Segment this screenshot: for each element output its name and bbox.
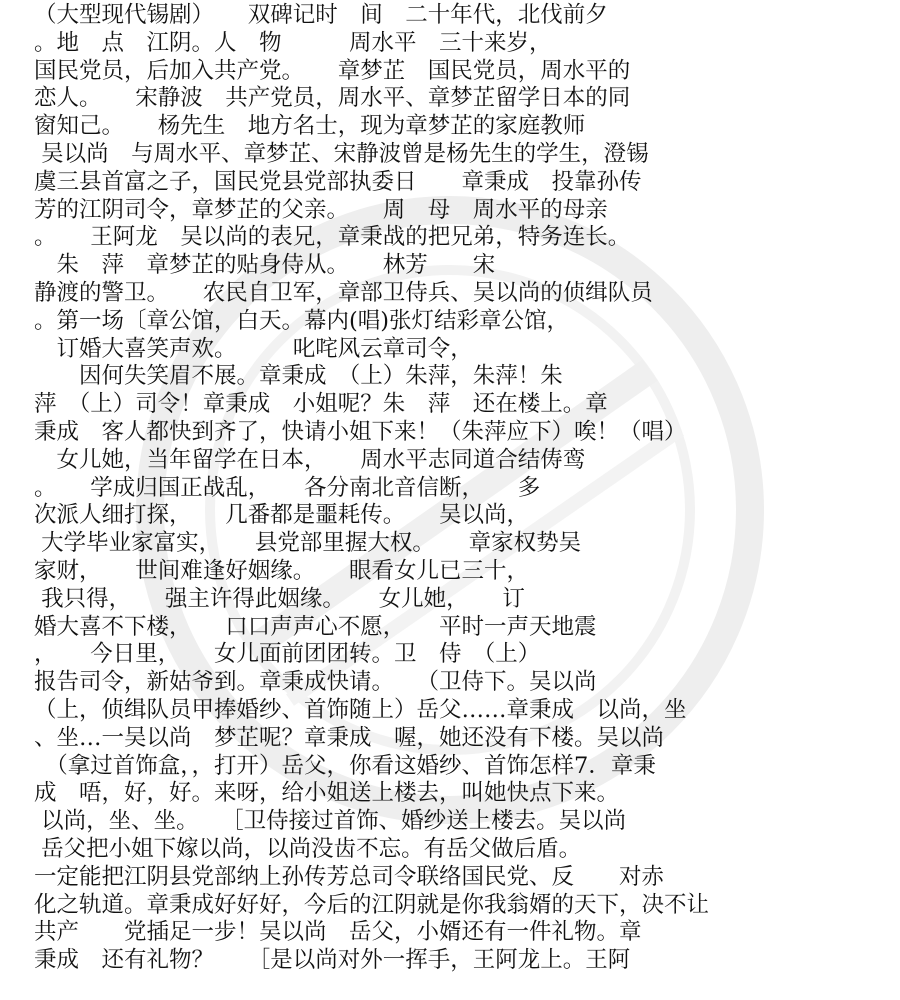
text-line: 化之轨道。章秉成好好好，今后的江阴就是你我翁婿的天下，决不让 (34, 891, 710, 918)
text-line: 次派人细打探， 几番都是噩耗传。 吴以尚， (34, 502, 530, 529)
text-line: 静渡的警卫。 农民自卫军，章部卫侍兵、吴以尚的侦缉队员 (34, 279, 653, 306)
text-line: 共产 党插足一步！吴以尚 岳父，小婿还有一件礼物。章 (34, 919, 642, 946)
text-line: 以尚，坐、坐。 ［卫侍接过首饰、婚纱送上楼去。吴以尚 (34, 808, 627, 835)
text-line: 国民党员，后加入共产党。 章梦芷 国民党员，周水平的 (34, 57, 631, 84)
text-line: 我只得， 强主许得此姻缘。 女儿她， 订 (34, 585, 525, 612)
text-line: 一定能把江阴县党部纳上孙传芳总司令联络国民党、反 对赤 (34, 863, 665, 890)
text-line: 婚大喜不下楼， 口口声声心不愿， 平时一声天地震 (34, 613, 597, 640)
text-line: （上，侦缉队员甲捧婚纱、首饰随上）岳父……章秉成 以尚，坐 (34, 696, 687, 723)
text-line: 订婚大喜笑声欢。 叱咤风云章司令， (34, 335, 473, 362)
text-line: 成 唔，好，好。来呀，给小姐送上楼去，叫她快点下来。 (34, 780, 620, 807)
text-line: 岳父把小姐下嫁以尚，以尚没齿不忘。有岳父做后盾。 (34, 835, 582, 862)
text-line: 。 王阿龙 吴以尚的表兄，章秉战的把兄弟，特务连长。 (34, 224, 631, 251)
text-line: 大学毕业家富实， 县党部里握大权。 章家权势吴 (34, 530, 582, 557)
text-line: （拿过首饰盒，，打开）岳父，你看这婚纱、首饰怎样7．章秉 (34, 752, 656, 779)
text-line: 恋人。 宋静波 共产党员，周水平、章梦芷留学日本的同 (34, 85, 631, 112)
text-line: 秉成 还有礼物？ ［是以尚对外一挥手，王阿龙上。王阿 (34, 947, 631, 974)
text-line: 女儿她，当年留学在日本， 周水平志同道合结俦鸾 (34, 446, 586, 473)
text-line: 。地 点 江阴。人 物 周水平 三十来岁， (34, 29, 552, 56)
text-line: ， 今日里， 女儿面前团团转。卫 侍 （上） (34, 641, 541, 668)
text-line: 因何失笑眉不展。章秉成 （上）朱萍，朱萍！朱 (34, 363, 563, 390)
text-line: 秉成 客人都快到齐了，快请小姐下来！（朱萍应下）唉！（唱） (34, 418, 687, 445)
text-line: 窗知己。 杨先生 地方名士，现为章梦芷的家庭教师 (34, 113, 586, 140)
text-line: 吴以尚 与周水平、章梦芷、宋静波曾是杨先生的学生，澄锡 (34, 140, 649, 167)
text-line: 萍 （上）司令！章秉成 小姐呢？朱 萍 还在楼上。章 (34, 391, 608, 418)
text-line: 报告司令，新姑爷到。章秉成快请。 （卫侍下。吴以尚 (34, 669, 597, 696)
text-line: 朱 萍 章梦芷的贴身侍从。 林芳 宋 (34, 252, 496, 279)
script-text (34, 2, 894, 975)
text-line: 、坐…一吴以尚 梦芷呢？章秉成 喔，她还没有下楼。吴以尚 (34, 724, 665, 751)
text-line: （大型现代锡剧） 双碑记时 间 二十年代，北伐前夕 (34, 2, 608, 28)
text-line: 家财， 世间难逢好姻缘。 眼看女儿已三十， (34, 557, 530, 584)
text-line: 。 学成归国正战乱， 各分南北音信断， 多 (34, 474, 541, 501)
text-line: 虞三县首富之子，国民党县党部执委日 章秉成 投靠孙传 (34, 168, 642, 195)
text-line: 。第一场〔章公馆，白天。幕内(唱)张灯结彩章公馆， (34, 307, 570, 334)
text-line: 芳的江阴司令，章梦芷的父亲。 周 母 周水平的母亲 (34, 196, 608, 223)
